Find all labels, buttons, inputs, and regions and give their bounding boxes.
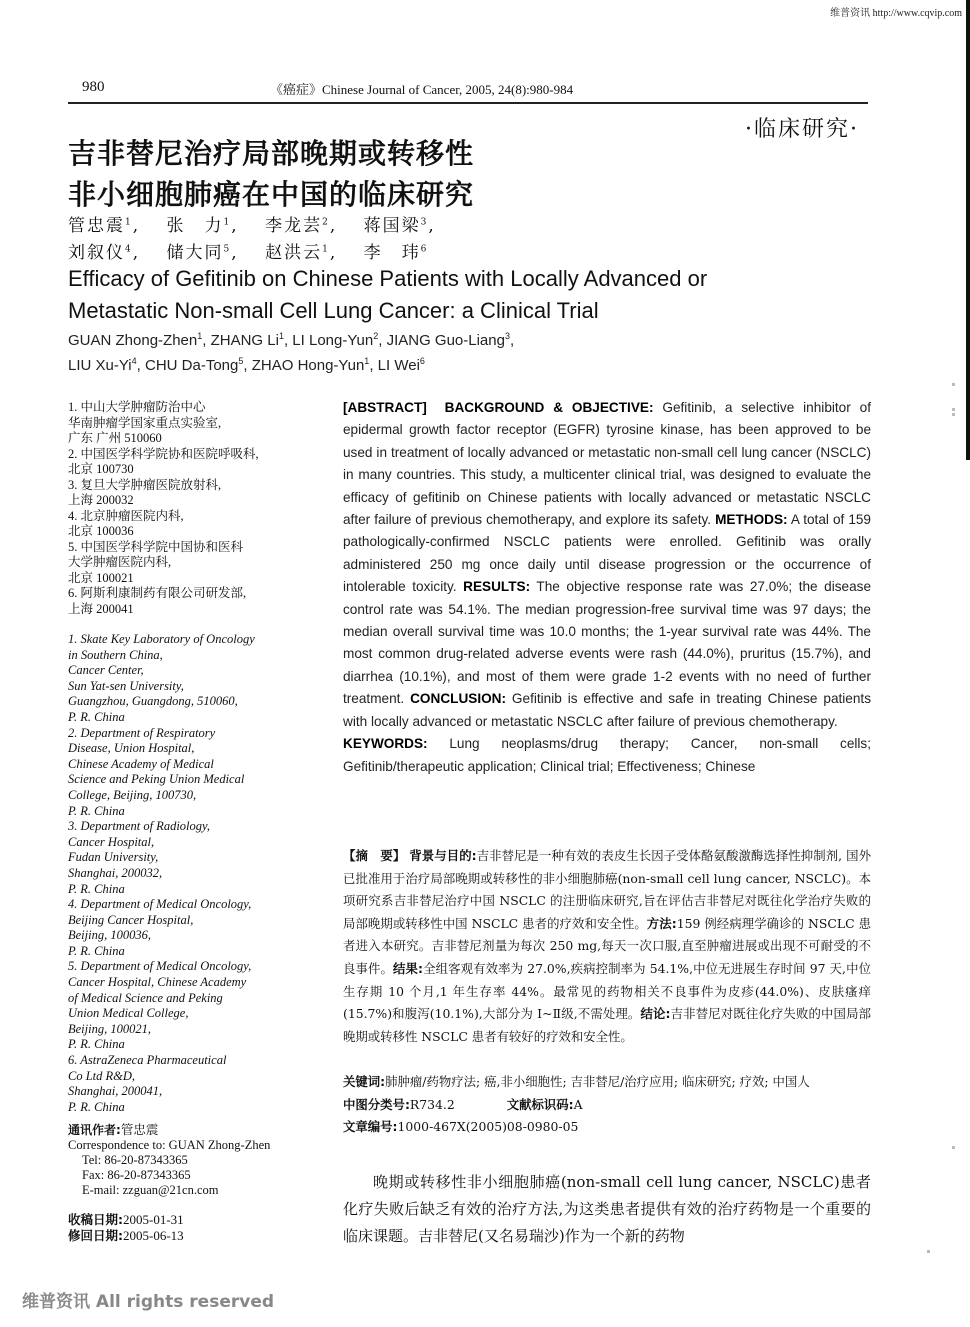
affiliation-line: P. R. China (68, 803, 125, 818)
affiliation-line: 6. 阿斯利康制药有限公司研发部, (68, 586, 247, 600)
correspondence-label-cn: 通讯作者: (68, 1123, 121, 1137)
revised-date: 2005-06-13 (123, 1228, 184, 1243)
affiliation-marker: 1 (197, 331, 203, 341)
keywords-label: KEYWORDS: (343, 736, 428, 752)
affiliation-line: 大学肿瘤医院内科, (68, 555, 172, 569)
affiliation-marker: 2 (373, 331, 379, 341)
conclusion-text: Gefitinib is effective and safe in treating Chinese patients with locally advanced or metastatic NSCLC after failure of previous chemotherapy. (343, 691, 871, 729)
affiliation-line: Chinese Academy of Medical (68, 756, 214, 771)
clc-number: R734.2 (409, 1096, 455, 1112)
affiliation-marker: 3 (504, 331, 510, 341)
affiliation-line: Shanghai, 200041, (68, 1084, 163, 1099)
affiliation-line: 1. Skate Key Laboratory of Oncology (68, 632, 255, 646)
affiliation-marker: 3 (420, 217, 429, 228)
title-en-line-1: Efficacy of Gefitinib on Chinese Patients with Locally Advanced or (68, 266, 708, 291)
affiliation-marker: 4 (131, 356, 137, 366)
scan-speck (952, 383, 955, 386)
author-en: ZHAO Hong-Yun (251, 357, 365, 374)
page-number: 980 (82, 79, 105, 95)
author-cn: 李龙芸 (265, 216, 323, 236)
affiliation-marker: 2 (322, 217, 330, 228)
title-cn-line-2: 非小细胞肺癌在中国的临床研究 (68, 178, 475, 211)
affiliation-line: P. R. China (68, 1099, 125, 1114)
journal-citation: 《癌症》Chinese Journal of Cancer, 2005, 24(8):980-984 (270, 82, 574, 97)
affiliation-line: Beijing, 100021, (68, 1021, 151, 1036)
body-text-cn (343, 1169, 871, 1250)
affiliation-line: of Medical Science and Peking (68, 990, 223, 1005)
affiliation-line: 北京 100730 (68, 462, 134, 476)
affiliation-line: Science and Peking Union Medical (68, 772, 245, 787)
header-rule (68, 102, 868, 104)
correspondence-en: Correspondence to: GUAN Zhong-Zhen (68, 1138, 271, 1152)
affiliation-line: 3. Department of Radiology, (68, 819, 210, 834)
affiliation-marker: 1 (278, 331, 284, 341)
abstract-tag-cn: 【摘 要】 (343, 848, 406, 863)
affiliation-marker: 6 (419, 356, 425, 366)
correspondence-name-cn: 管忠震 (120, 1123, 159, 1137)
affiliation-marker: 5 (238, 356, 244, 366)
affiliation-marker: 1 (223, 217, 232, 228)
affiliation-line: Cancer Center, (68, 663, 144, 678)
affiliation-line: 北京 100036 (68, 524, 134, 538)
conclusion-label: CONCLUSION: (410, 691, 507, 707)
affiliation-marker: 1 (364, 356, 370, 366)
author-cn: 蒋国梁 (363, 216, 421, 236)
affiliation-marker: 6 (420, 244, 429, 255)
affiliation-line: 5. 中国医学科学院中国协和医科 (68, 539, 244, 554)
affiliation-line: P. R. China (68, 709, 125, 724)
keywords-text: Lung neoplasms/drug therapy; Cancer, non-small cells; Gefitinib/therapeutic application; Clinical trial; Effectiveness; Chinese (343, 736, 871, 774)
author-cn: 张 力 (166, 216, 224, 236)
methods-label-cn: 方法: (646, 915, 677, 931)
affiliation-line: 5. Department of Medical Oncology, (68, 959, 252, 974)
correspondence-block (68, 1123, 308, 1198)
author-cn: 刘叙仪 (68, 243, 125, 263)
scan-speck (927, 1250, 930, 1253)
author-en: LI Wei (377, 357, 420, 374)
abstract-cn (343, 845, 871, 1048)
article-metadata-cn (343, 1071, 871, 1139)
correspondence-tel: Tel: 86-20-87343365 (82, 1153, 188, 1167)
section-tag: ·临床研究· (745, 117, 859, 142)
affiliation-line: 广东 广州 510060 (68, 431, 162, 445)
author-en: ZHANG Li (210, 332, 279, 349)
affiliation-line: 北京 100021 (68, 570, 134, 585)
scan-speck (952, 413, 955, 416)
affiliation-line: Guangzhou, Guangdong, 510060, (68, 694, 238, 709)
article-number: 1000-467X(2005)08-0980-05 (397, 1119, 579, 1135)
body-paragraph: 晚期或转移性非小细胞肺癌(non-small cell lung cancer, NSCLC)患者化疗失败后缺乏有效的治疗方法,为这类患者提供有效的治疗药物是一个重要的临床课题。吉非替尼(又名易瑞沙)作为一个新的药物 (343, 1173, 871, 1245)
article-number-label: 文章编号: (343, 1119, 398, 1135)
affiliation-line: Union Medical College, (68, 1006, 189, 1021)
correspondence-fax: Fax: 86-20-87343365 (82, 1168, 191, 1182)
author-en: GUAN Zhong-Zhen (68, 332, 198, 349)
affiliation-line: P. R. China (68, 1037, 125, 1052)
affiliation-line: Beijing, 100036, (68, 928, 151, 943)
conclusion-label-cn: 结论: (640, 1006, 671, 1022)
affiliation-line: 4. Department of Medical Oncology, (68, 897, 252, 912)
affiliation-line: Fudan University, (68, 850, 159, 865)
methods-label: METHODS: (715, 512, 788, 528)
scan-speck (952, 1146, 955, 1149)
correspondence-email: E-mail: zzguan@21cn.com (82, 1183, 219, 1197)
methods-text-cn: 159 例经病理学确诊的 NSCLC 患者进入本研究。吉非替尼剂量为每次 250 mg,每天一次口服,直至肿瘤进展或出现不可耐受的不良事件。 (343, 915, 871, 976)
title-en-line-2: Metastatic Non-small Cell Lung Cancer: a Clinical Trial (68, 298, 599, 323)
results-text-cn: 全组客观有效率为 27.0%,疾病控制率为 54.1%,中位无进展生存时间 97 天,中位生存期 10 个月,1 年生存率 44%。最常见的药物相关不良事件为皮疹(44.0%)、皮肤瘙痒(15.7%)和腹泻(10.1%),大部分为 Ⅰ~Ⅱ级,不需处理。 (343, 960, 871, 1022)
results-text: The objective response rate was 27.0%; the disease control rate was 54.1%. The median progression-free survival time was 97 days; the median overall survival time was 10.0 months; the 1-year survival rate was 44%. The most common drug-related adverse events were rash (44.0%), pruritus (15.7%), and diarrhea (10.1%), and most of them were grade 1-2 events with no need of further treatment. (343, 579, 871, 707)
author-en: CHU Da-Tong (145, 357, 239, 374)
affiliation-line: 4. 北京肿瘤医院内科, (68, 508, 184, 523)
affiliation-marker: 1 (322, 244, 330, 255)
affiliation-line: P. R. China (68, 943, 125, 958)
keywords-text-cn: 肺肿瘤/药物疗法; 癌,非小细胞性; 吉非替尼/治疗应用; 临床研究; 疗效; 中国人 (385, 1074, 810, 1089)
keywords-label-cn: 关键词: (343, 1074, 386, 1089)
affiliation-line: College, Beijing, 100730, (68, 787, 197, 802)
affiliation-marker: 5 (223, 244, 232, 255)
author-en: LIU Xu-Yi (68, 357, 132, 374)
received-label: 收稿日期: (68, 1212, 123, 1227)
results-label: RESULTS: (463, 579, 531, 595)
affiliations-cn (68, 400, 308, 617)
background-label-cn: 背景与目的: (409, 848, 477, 863)
doc-code: A (573, 1096, 583, 1112)
background-label: BACKGROUND & OBJECTIVE: (444, 400, 654, 415)
authors-en-line-2: LIU Xu-Yi$^4$, CHU Da-Tong$^5$, ZHAO Hong-Yun$^1$, LI Wei$^6$ (68, 356, 425, 374)
affiliation-line: Disease, Union Hospital, (68, 741, 195, 756)
author-en: JIANG Guo-Liang (386, 332, 505, 349)
affiliation-line: Shanghai, 200032, (68, 865, 163, 880)
affiliation-line: 2. 中国医学科学院协和医院呼吸科, (68, 446, 259, 461)
author-cn: 赵洪云 (265, 243, 323, 263)
affiliations-en (68, 632, 308, 1115)
affiliation-line: P. R. China (68, 881, 125, 896)
authors-cn-line-2: 刘叙仪$^4$, 储大同$^5$, 赵洪云$^1$, 李 玮$^6$ (68, 243, 429, 263)
background-text: Gefitinib, a selective inhibitor of epidermal growth factor receptor (EGFR) tyrosine kinase, has been approved to be used in treatment of locally advanced or metastatic non-small cell lung cancer (NSCLC) in many countries. This study, a multicenter clinical trial, was designed to evaluate the efficacy of gefitinib on Chinese patients with locally advanced or metastatic NSCLC after failure of previous chemotherapy, and explore its safety. (343, 400, 872, 528)
revised-label: 修回日期: (68, 1228, 123, 1243)
scan-speck (952, 408, 955, 411)
authors-cn-line-1: 管忠震$^1$, 张 力$^1$, 李龙芸$^2$, 蒋国梁$^3$, (68, 216, 436, 236)
results-label-cn: 结果: (393, 960, 423, 976)
author-cn: 管忠震 (68, 216, 125, 236)
received-date: 2005-01-31 (123, 1212, 184, 1227)
affiliation-line: in Southern China, (68, 647, 163, 662)
clc-label: 中图分类号: (343, 1096, 410, 1112)
background-text-cn: 吉非替尼是一种有效的表皮生长因子受体酪氨酸激酶选择性抑制剂, 国外已批准用于治疗局部晚期或转移性的非小细胞肺癌(non-small cell lung cancer, NSCLC)。本项研究系吉非替尼治疗中国 NSCLC 的注册临床研究,旨在评估吉非替尼对既往化学治疗失败的局部晚期或转移性中国 NSCLC 患者的疗效和安全性。 (343, 848, 871, 931)
affiliation-line: 上海 200032 (68, 493, 134, 507)
dates-block (68, 1212, 308, 1244)
affiliation-line: 1. 中山大学肿瘤防治中心 (68, 400, 206, 414)
authors-en-line-1: GUAN Zhong-Zhen$^1$, ZHANG Li$^1$, LI Long-Yun$^2$, JIANG Guo-Liang$^3$, (68, 331, 515, 349)
footer-watermark: 维普资讯 All rights reserved (22, 1292, 275, 1312)
source-watermark: 维普资讯 http://www.cqvip.com (830, 8, 962, 19)
doc-code-label: 文献标识码: (506, 1096, 574, 1112)
methods-text: A total of 159 pathologically-confirmed NSCLC patients were enrolled. Gefitinib was orally administered 250 mg once daily until disease progression or the occurrence of intolerable toxicity. (343, 512, 871, 595)
affiliation-line: Cancer Hospital, Chinese Academy (68, 975, 247, 990)
affiliation-line: 3. 复旦大学肿瘤医院放射科, (68, 477, 222, 492)
affiliation-marker: 1 (125, 217, 133, 228)
affiliation-line: 2. Department of Respiratory (68, 725, 216, 740)
author-cn: 储大同 (166, 243, 224, 263)
abstract-tag: [ABSTRACT] (343, 400, 427, 415)
affiliation-marker: 4 (125, 244, 133, 255)
title-cn-line-1: 吉非替尼治疗局部晚期或转移性 (68, 137, 475, 170)
affiliation-line: Co Ltd R&D, (68, 1068, 136, 1083)
author-cn: 李 玮 (363, 243, 421, 263)
conclusion-text-cn: 吉非替尼对既往化疗失败的中国局部晚期或转移性 NSCLC 患者有较好的疗效和安全性。 (343, 1006, 871, 1044)
affiliation-line: Cancer Hospital, (68, 834, 155, 849)
abstract-en (343, 397, 871, 778)
scan-edge-border (966, 0, 970, 460)
affiliation-line: 华南肿瘤学国家重点实验室, (68, 415, 222, 430)
affiliation-line: Beijing Cancer Hospital, (68, 912, 194, 927)
affiliation-line: 6. AstraZeneca Pharmaceutical (68, 1053, 227, 1068)
affiliation-line: 上海 200041 (68, 601, 134, 616)
affiliation-line: Sun Yat-sen University, (68, 678, 184, 693)
author-en: LI Long-Yun (292, 332, 374, 349)
